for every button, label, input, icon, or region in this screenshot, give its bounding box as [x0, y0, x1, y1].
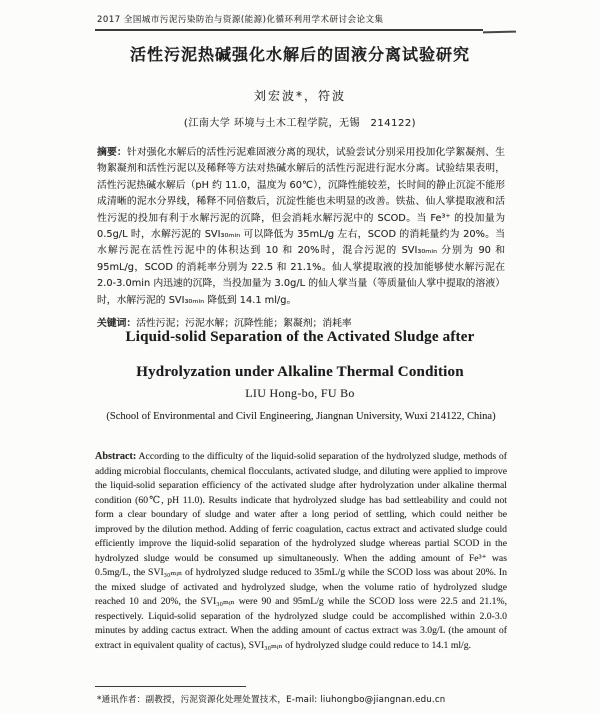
- chinese-abstract-block: [97, 145, 505, 332]
- abstract-zh-label: 摘要：: [97, 147, 127, 158]
- abstract-en-text: According to the difficulty of the liquid-solid separation of the hydrolyzed sludge, methods of adding microbial flocculants, chemical flocculants, activated sludge, and diluting were applied to improve the liquid-solid separation efficiency of the activated sludge after hydrolyzation under alkaline thermal condition (60℃, pH 11.0). Results indicate that hydrolyzed sludge has bad settleability and could not form a clear boundary of sludge and water after a long period of settling, which could neither be improved by the dilution method. Adding of ferric coagulation, cactus extract and activated sludge could efficiently improve the liquid-solid separation of the hydrolyzed sludge whereas partial SCOD in the hydrolyzed sludge would be consumed up simultaneously. When the adding amount of Fe³⁺ was 0.5mg/L, the SVI₃₀ₘᵢₙ of hydrolyzed sludge reduced to 35mL/g while the SCOD loss was about 20%. In the mixed sludge of activated and hydrolyzed sludge, when the volume ratio of hydrolyzed sludge reached 10 and 20%, the SVI₃₀ₘᵢₙ were 90 and 95mL/g while the SCOD loss were 22.5 and 21.1%, respectively. Liquid-solid separation of the hydrolyzed sludge could be accomplished within 2.0-3.0 minutes by adding cactus extract. When the adding amount of cactus extract was 3.0g/L (the amount of extract in equivalent quality of cactus), SVI₃₀ₘᵢₙ of hydrolyzed sludge could reduce to 14.1 ml/g.: [95, 451, 507, 651]
- abstract-zh-text: 针对强化水解后的活性污泥难固液分离的现状，试验尝试分别采用投加化学絮凝剂、生物絮凝剂和活性污泥以及稀释等方法对热碱水解后的活性污泥进行泥水分离。试验结果表明，活性污泥热碱水解后（pH 约 11.0，温度为 60℃），沉降性能较差，长时间的静止沉淀不能形成清晰的泥水分界线，稀释不同倍数后，沉淀性能也未明显的改善。铁盐、仙人掌提取液和活性污泥的投加有利于水解污泥的沉降，但会消耗水解污泥中的 SCOD。当 Fe³⁺ 的投加量为 0.5g/L 时，水解污泥的 SVI₃₀ₘᵢₙ 可以降低为 35mL/g 左右，SCOD 的消耗量约为 20%。当水解污泥在活性污泥中的体积达到 10 和 20%时，混合污泥的 SVI₃₀ₘᵢₙ 分别为 90 和 95mL/g，SCOD 的消耗率分别为 22.5 和 21.1%。仙人掌提取液的投加能够使水解污泥在 2.0-3.0min 内迅速的沉降，当投加量为 3.0g/L 的仙人掌当量（等质量仙人掌中提取的溶液）时，水解污泥的 SVI₃₀ₘᵢₙ 降低到 14.1 ml/g。: [97, 147, 506, 306]
- title-en-line2: Hydrolyzation under Alkaline Thermal Condition: [136, 364, 464, 380]
- running-header: 2017 全国城市污泥污染防治与资源(能源)化循环利用学术研讨会论文集: [97, 15, 384, 25]
- affiliation-zh: (江南大学 环境与土木工程学院，无锡 214122): [183, 118, 417, 129]
- authors-en: LIU Hong-bo, FU Bo: [245, 386, 355, 400]
- corresponding-author-footnote: *通讯作者：副教授，污泥资源化处理处置技术，E-mail: liuhongbo@jiangnan.edu.cn: [97, 695, 446, 705]
- keywords-zh-label: 关键词：: [97, 318, 137, 330]
- abstract-zh: [97, 145, 505, 309]
- affiliation-en: (School of Environmental and Civil Engineering, Jiangnan University, Wuxi 214122, China): [106, 411, 496, 422]
- header-rule: [95, 29, 483, 31]
- abstract-en: [95, 450, 507, 653]
- abstract-en-label: Abstract:: [95, 451, 137, 462]
- paper-title-en: [0, 320, 600, 390]
- footnote-rule: [95, 686, 246, 687]
- header-rule-skew-segment: [483, 31, 516, 34]
- paper-title-zh: 活性污泥热碱强化水解后的固液分离试验研究: [129, 45, 470, 64]
- authors-zh: 刘宏波*，符波: [253, 89, 346, 103]
- keywords-zh-text: 活性污泥；污泥水解；沉降性能；絮凝剂；消耗率: [136, 318, 352, 330]
- title-en-line1: Liquid-solid Separation of the Activated Sludge after: [125, 329, 475, 345]
